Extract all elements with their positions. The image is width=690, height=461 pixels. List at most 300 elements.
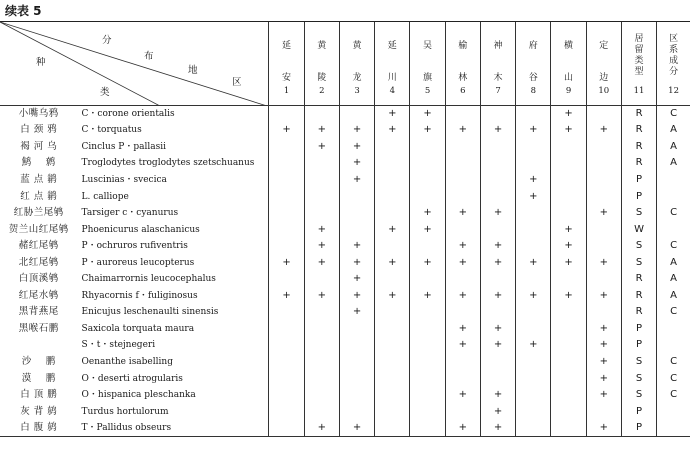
presence-mark (410, 172, 445, 189)
scientific-name: Oenanthe isabelling (81, 356, 173, 367)
presence-mark (445, 354, 480, 371)
presence-mark (516, 304, 551, 321)
species-name: 黑背燕尾 (18, 306, 59, 318)
col-name: 区 系 成 分 (669, 33, 679, 77)
table-row (0, 106, 690, 123)
header-fen: 分 (102, 35, 112, 46)
presence-mark (269, 106, 304, 123)
presence-mark: + (586, 205, 621, 222)
presence-mark (551, 370, 586, 387)
presence-mark (339, 188, 374, 205)
presence-mark: + (304, 420, 339, 437)
residence-type: R (621, 155, 656, 172)
presence-mark (304, 205, 339, 222)
presence-mark (445, 172, 480, 189)
species-name (0, 337, 78, 354)
col-number: 2 (319, 85, 325, 96)
presence-mark (410, 271, 445, 288)
presence-mark: + (480, 288, 515, 305)
presence-mark: + (516, 122, 551, 139)
presence-mark (375, 188, 410, 205)
table-row (0, 403, 690, 420)
presence-mark (586, 139, 621, 156)
presence-mark (516, 321, 551, 338)
col-number: 9 (565, 85, 572, 96)
presence-mark: + (586, 370, 621, 387)
presence-mark (410, 321, 445, 338)
presence-mark (445, 155, 480, 172)
fauna-component: A (657, 271, 690, 288)
presence-mark (375, 370, 410, 387)
presence-mark: + (586, 288, 621, 305)
table-row (0, 337, 690, 354)
col-yanchuan (375, 22, 410, 106)
col-name: 横 山 (564, 40, 574, 83)
scientific-name: L. calliope (81, 191, 129, 202)
species-name: 褐 河 乌 (20, 140, 58, 152)
presence-mark (516, 354, 551, 371)
col-number: 7 (495, 85, 501, 96)
presence-mark (551, 172, 586, 189)
presence-mark (375, 387, 410, 404)
presence-mark: + (445, 321, 480, 338)
presence-mark: + (480, 254, 515, 271)
presence-mark: + (586, 387, 621, 404)
presence-mark (269, 321, 304, 338)
presence-mark (410, 238, 445, 255)
presence-mark (304, 321, 339, 338)
scientific-name: Saxicola torquata maura (81, 323, 195, 334)
presence-mark (304, 337, 339, 354)
presence-mark: + (269, 288, 304, 305)
presence-mark (516, 403, 551, 420)
presence-mark: + (339, 139, 374, 156)
residence-type: W (621, 221, 656, 238)
presence-mark (551, 354, 586, 371)
presence-mark (375, 271, 410, 288)
scientific-name: Phoenicurus alaschanicus (81, 224, 200, 235)
table-row (0, 387, 690, 404)
presence-mark (480, 304, 515, 321)
col-fugu (516, 22, 551, 106)
scientific-name: C・torquatus (81, 125, 142, 136)
species-name: 赭红尾鸲 (18, 240, 59, 252)
presence-mark (339, 321, 374, 338)
species-name: 白 顶 鹏 (20, 389, 58, 401)
fauna-component: C (657, 387, 690, 404)
presence-mark (339, 354, 374, 371)
table-row (0, 205, 690, 222)
presence-mark (551, 337, 586, 354)
species-name: 北红尾鸲 (18, 256, 59, 268)
presence-mark (304, 271, 339, 288)
scientific-name: Rhyacornis f・fuliginosus (81, 290, 198, 301)
fauna-component: A (657, 254, 690, 271)
presence-mark (269, 172, 304, 189)
col-number: 4 (389, 85, 395, 96)
presence-mark: + (410, 221, 445, 238)
presence-mark (586, 155, 621, 172)
presence-mark (551, 321, 586, 338)
col-number: 12 (668, 85, 679, 96)
table-row (0, 254, 690, 271)
presence-mark (269, 370, 304, 387)
species-name: 白 颈 鸦 (20, 124, 58, 136)
presence-mark (516, 106, 551, 123)
presence-mark: + (480, 238, 515, 255)
presence-mark (304, 172, 339, 189)
presence-mark: + (339, 420, 374, 437)
col-name: 定 边 (599, 40, 609, 83)
species-name: 小嘴乌鸦 (18, 108, 59, 120)
presence-mark (586, 188, 621, 205)
presence-mark: + (339, 122, 374, 139)
header-qu: 区 (232, 77, 242, 88)
species-name: 沙 鹏 (21, 355, 56, 367)
presence-mark: + (375, 288, 410, 305)
scientific-name: P・auroreus leucopterus (81, 257, 195, 268)
col-number: 6 (460, 85, 466, 96)
presence-mark (269, 271, 304, 288)
presence-mark (516, 387, 551, 404)
presence-mark (551, 271, 586, 288)
species-name: 蓝 点 鹟 (20, 173, 58, 185)
residence-type: R (621, 122, 656, 139)
presence-mark: + (480, 321, 515, 338)
col-yulin (445, 22, 480, 106)
presence-mark (269, 139, 304, 156)
presence-mark (269, 155, 304, 172)
presence-mark (375, 321, 410, 338)
species-name: 黑喉石鹏 (18, 322, 59, 334)
col-name: 延 川 (387, 40, 397, 83)
presence-mark (375, 139, 410, 156)
presence-mark (586, 221, 621, 238)
presence-mark (269, 238, 304, 255)
fauna-component: A (657, 155, 690, 172)
presence-mark (410, 139, 445, 156)
presence-mark (480, 354, 515, 371)
presence-mark (304, 188, 339, 205)
presence-mark (480, 172, 515, 189)
header-di: 地 (188, 65, 198, 76)
presence-mark (339, 221, 374, 238)
presence-mark: + (516, 337, 551, 354)
header-zhong: 种 (36, 57, 46, 68)
presence-mark (480, 370, 515, 387)
presence-mark (339, 106, 374, 123)
presence-mark: + (375, 106, 410, 123)
col-number: 1 (283, 85, 290, 96)
col-wuqi (410, 22, 445, 106)
presence-mark (410, 370, 445, 387)
presence-mark (304, 304, 339, 321)
presence-mark (516, 221, 551, 238)
presence-mark: + (586, 420, 621, 437)
presence-mark (304, 106, 339, 123)
presence-mark: + (304, 221, 339, 238)
table-row (0, 420, 690, 437)
presence-mark (269, 337, 304, 354)
fauna-component (657, 420, 690, 437)
table-row (0, 122, 690, 139)
fauna-component (657, 188, 690, 205)
header-corner (0, 22, 269, 106)
residence-type: S (621, 370, 656, 387)
presence-mark: + (516, 188, 551, 205)
residence-type: S (621, 254, 656, 271)
fauna-component: C (657, 106, 690, 123)
scientific-name: T・Pallidus obseurs (78, 420, 269, 437)
presence-mark (551, 304, 586, 321)
presence-mark: + (586, 321, 621, 338)
presence-mark: + (339, 254, 374, 271)
table-row (0, 321, 690, 338)
presence-mark (551, 188, 586, 205)
presence-mark: + (516, 254, 551, 271)
table-row (0, 172, 690, 189)
col-number: 3 (354, 85, 360, 96)
presence-mark: + (375, 122, 410, 139)
presence-mark (586, 238, 621, 255)
presence-mark (375, 155, 410, 172)
col-fauna-component (657, 22, 690, 106)
presence-mark (551, 139, 586, 156)
presence-mark (375, 304, 410, 321)
col-name: 居 留 类 型 (634, 33, 644, 77)
presence-mark (410, 354, 445, 371)
scientific-name: Luscinias・svecica (81, 174, 167, 185)
col-shenmu (480, 22, 515, 106)
presence-mark (551, 205, 586, 222)
presence-mark (269, 387, 304, 404)
presence-mark (269, 304, 304, 321)
col-huanglong (339, 22, 374, 106)
presence-mark (445, 188, 480, 205)
fauna-component (657, 172, 690, 189)
presence-mark: + (551, 221, 586, 238)
presence-mark: + (445, 122, 480, 139)
presence-mark (516, 271, 551, 288)
scientific-name: Turdus hortulorum (81, 406, 169, 417)
species-name: 红尾水鸲 (18, 289, 59, 301)
table-row (0, 288, 690, 305)
presence-mark (480, 106, 515, 123)
fauna-component (657, 221, 690, 238)
col-hengshan (551, 22, 586, 106)
presence-mark: + (304, 238, 339, 255)
species-name: 灰 背 鸫 (20, 405, 58, 417)
presence-mark (339, 403, 374, 420)
distribution-table (0, 21, 690, 437)
presence-mark (304, 370, 339, 387)
presence-mark (586, 106, 621, 123)
presence-mark (375, 238, 410, 255)
presence-mark: + (445, 254, 480, 271)
col-name: 神 木 (493, 40, 503, 83)
presence-mark (586, 403, 621, 420)
presence-mark (375, 420, 410, 437)
header-row (0, 22, 690, 106)
presence-mark (551, 403, 586, 420)
presence-mark: + (445, 205, 480, 222)
presence-mark (410, 337, 445, 354)
presence-mark (304, 354, 339, 371)
presence-mark (445, 370, 480, 387)
presence-mark: + (410, 288, 445, 305)
fauna-component: C (657, 205, 690, 222)
presence-mark: + (339, 304, 374, 321)
presence-mark (375, 403, 410, 420)
fauna-component: A (657, 288, 690, 305)
fauna-component: C (657, 238, 690, 255)
table-row (0, 271, 690, 288)
presence-mark (269, 403, 304, 420)
presence-mark (480, 271, 515, 288)
presence-mark: + (339, 155, 374, 172)
presence-mark: + (410, 205, 445, 222)
presence-mark: + (480, 205, 515, 222)
presence-mark: + (586, 254, 621, 271)
presence-mark: + (551, 254, 586, 271)
residence-type: P (621, 188, 656, 205)
presence-mark (480, 155, 515, 172)
col-name: 吴 旗 (423, 40, 433, 83)
presence-mark (445, 106, 480, 123)
presence-mark (304, 403, 339, 420)
scientific-name: S・t・stejnegeri (81, 340, 156, 351)
presence-mark (339, 387, 374, 404)
presence-mark (586, 172, 621, 189)
scientific-name: Troglodytes troglodytes szetschuanus (81, 158, 255, 169)
table-row (0, 221, 690, 238)
presence-mark (375, 172, 410, 189)
presence-mark: + (410, 106, 445, 123)
presence-mark (445, 304, 480, 321)
residence-type: R (621, 304, 656, 321)
residence-type: P (621, 420, 656, 437)
col-name: 榆 林 (458, 40, 468, 83)
species-name: 红 点 鹟 (20, 190, 58, 202)
table-row (0, 354, 690, 371)
fauna-component: C (657, 370, 690, 387)
residence-type: P (621, 321, 656, 338)
presence-mark (480, 139, 515, 156)
presence-mark: + (304, 288, 339, 305)
scientific-name: P・ochruros rufiventris (81, 241, 188, 252)
col-name: 黄 陵 (317, 40, 327, 83)
table-row (0, 139, 690, 156)
residence-type: P (621, 403, 656, 420)
presence-mark: + (516, 172, 551, 189)
presence-mark (551, 387, 586, 404)
fauna-component (657, 337, 690, 354)
residence-type: R (621, 139, 656, 156)
presence-mark: + (375, 221, 410, 238)
presence-mark: + (480, 420, 515, 437)
fauna-component: C (657, 304, 690, 321)
col-name: 延 安 (282, 40, 292, 83)
presence-mark (445, 271, 480, 288)
header-lei: 类 (100, 87, 110, 98)
residence-type: R (621, 288, 656, 305)
table-title: 续表 5 (5, 4, 42, 18)
presence-mark (551, 155, 586, 172)
residence-type: R (621, 271, 656, 288)
presence-mark (480, 221, 515, 238)
presence-mark: + (551, 106, 586, 123)
col-number: 11 (633, 85, 645, 96)
presence-mark: + (551, 288, 586, 305)
residence-type: P (621, 172, 656, 189)
residence-type: P (621, 337, 656, 354)
col-number: 10 (598, 85, 610, 96)
fauna-component: C (657, 354, 690, 371)
presence-mark (445, 221, 480, 238)
residence-type: R (621, 106, 656, 123)
residence-type: S (621, 387, 656, 404)
presence-mark: + (445, 387, 480, 404)
presence-mark (516, 420, 551, 437)
fauna-component: A (657, 139, 690, 156)
presence-mark: + (480, 387, 515, 404)
presence-mark: + (480, 337, 515, 354)
scientific-name: Cinclus P・pallasii (81, 141, 166, 152)
presence-mark: + (269, 122, 304, 139)
presence-mark: + (339, 172, 374, 189)
fauna-component: A (657, 122, 690, 139)
presence-mark: + (304, 254, 339, 271)
col-number: 8 (530, 85, 536, 96)
presence-mark (375, 205, 410, 222)
presence-mark: + (445, 288, 480, 305)
presence-mark (339, 370, 374, 387)
presence-mark (269, 420, 304, 437)
presence-mark (410, 304, 445, 321)
col-huangling (304, 22, 339, 106)
scientific-name: O・hispanica pleschanka (81, 390, 196, 401)
fauna-component (657, 403, 690, 420)
fauna-component (657, 321, 690, 338)
presence-mark (339, 205, 374, 222)
presence-mark (339, 337, 374, 354)
presence-mark (410, 387, 445, 404)
presence-mark: + (410, 122, 445, 139)
presence-mark: + (339, 271, 374, 288)
presence-mark: + (445, 420, 480, 437)
presence-mark: + (445, 238, 480, 255)
species-name: 白 腹 鸫 (0, 420, 78, 437)
scientific-name: Tarsiger c・cyanurus (81, 208, 179, 219)
presence-mark (375, 354, 410, 371)
presence-mark: + (516, 288, 551, 305)
scientific-name: O・deserti atrogularis (81, 373, 183, 384)
presence-mark: + (375, 254, 410, 271)
species-name: 漠 鹏 (21, 372, 56, 384)
residence-type: S (621, 238, 656, 255)
species-name: 白顶溪鸲 (18, 273, 59, 285)
residence-type: S (621, 205, 656, 222)
table-body (0, 106, 690, 437)
table-row (0, 238, 690, 255)
presence-mark (410, 188, 445, 205)
scientific-name: Enicujus leschenaulti sinensis (81, 307, 219, 318)
presence-mark (304, 387, 339, 404)
presence-mark (375, 337, 410, 354)
presence-mark (445, 403, 480, 420)
col-dingbian (586, 22, 621, 106)
presence-mark (269, 188, 304, 205)
